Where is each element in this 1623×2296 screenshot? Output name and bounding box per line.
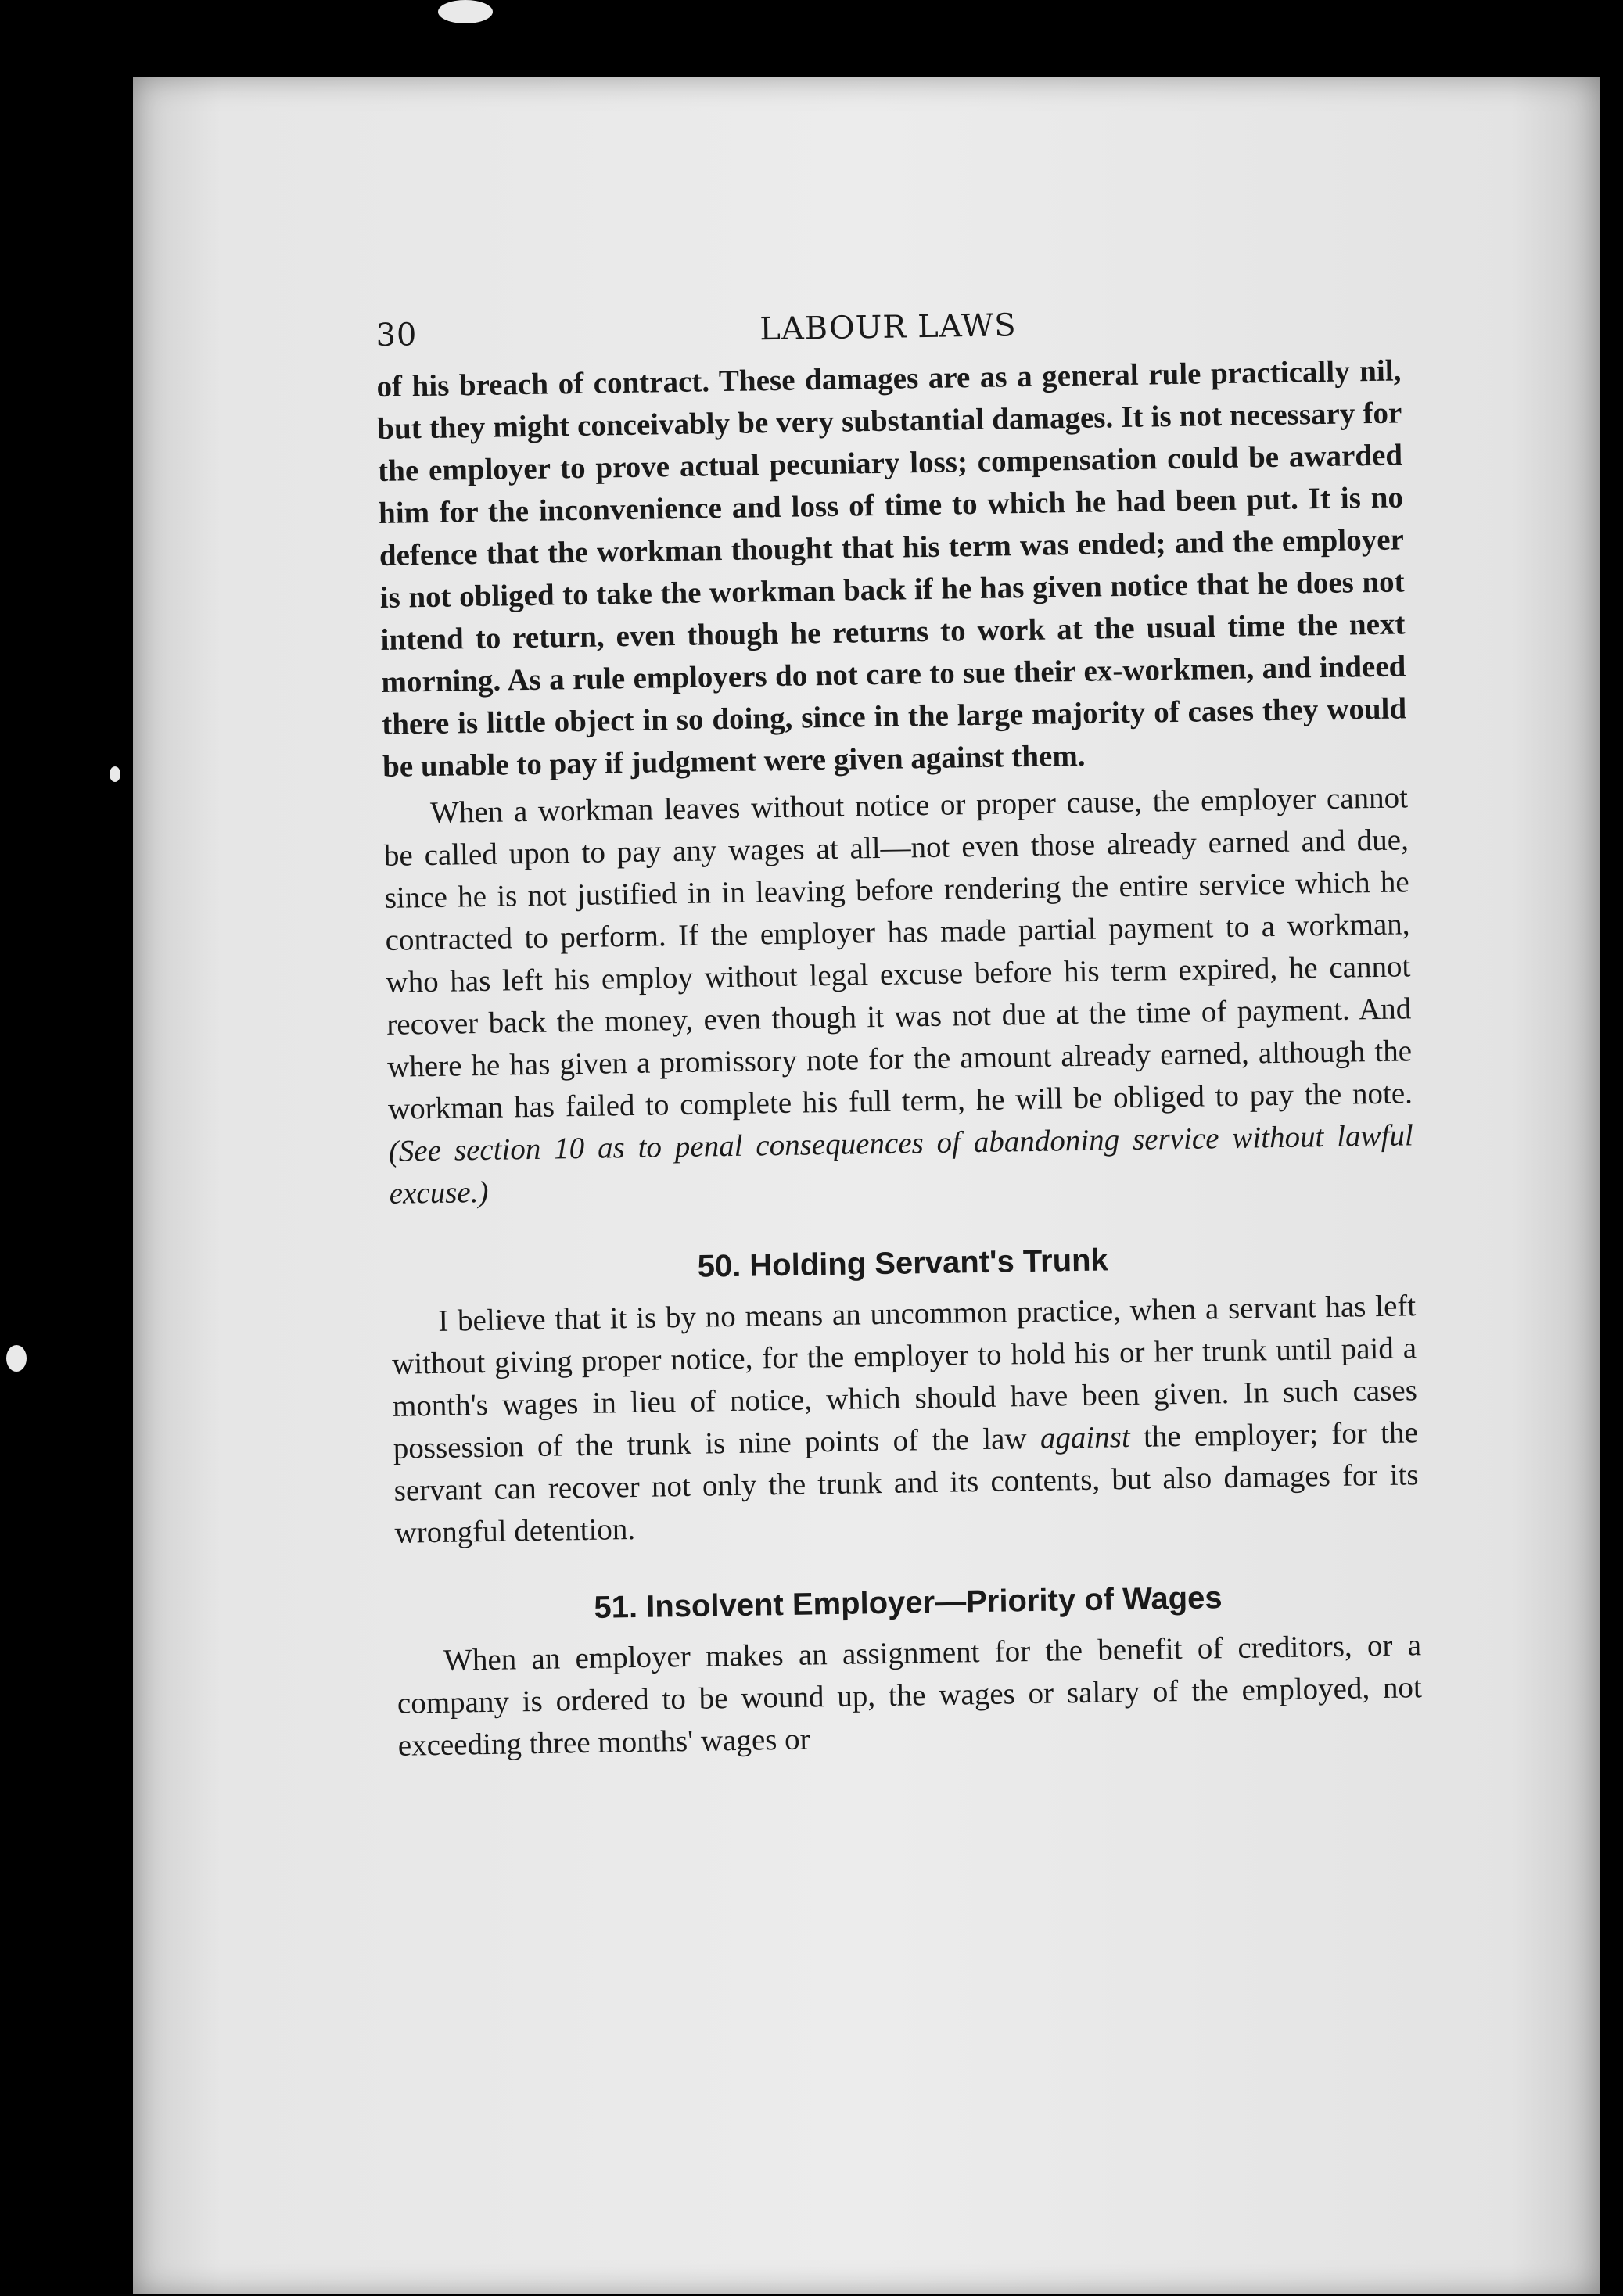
book-page	[133, 77, 1600, 2294]
page-number: 30	[375, 317, 418, 353]
trunk-emphasis: against	[1040, 1420, 1131, 1455]
trunk-text-after: the employer; for the servant can recover not only the trunk and its contents, but also damages for its wrongful detention.	[393, 1415, 1419, 1550]
section-heading-50: 50. Holding Servant's Trunk	[697, 1243, 1109, 1284]
cross-reference-note: (See section 10 as to penal consequences of abandoning service without lawful excuse.)	[388, 1118, 1414, 1211]
edge-speck	[438, 0, 493, 23]
book-title: LABOUR LAWS	[759, 307, 1017, 348]
paragraph-leaving-without-notice	[383, 777, 1414, 1215]
trunk-text-before: I believe that it is by no means an uncommon practice, when a servant has left without giving proper notice, for the employer to hold his or her trunk until paid a month's wages in lieu of notice, which should have been given. In such cases possession of the trunk is nine points of the law	[391, 1289, 1418, 1465]
edge-speck	[110, 766, 120, 782]
paragraph-insolvent-employer: When an employer makes an assignment for the benefit of creditors, or a company is ordered to be wound up, the wages or salary of the employed, not exceeding three months' wages or	[397, 1628, 1423, 1763]
paragraph-damages: of his breach of contract. These damages are as a general rule practically nil, but they might conceivably be very substantial damages. It is not necessary for the employer to prove actual pecuniary loss; compensation could be awarded him for the inconvenience and loss of time to which he had been put. It is no defence that the workman thought that his term was ended; and the employer is not obliged to take the workman back if he has given notice that he does not intend to return, even though he returns to work at the usual time the next morning. As a rule employers do not care to sue their ex-workmen, and indeed there is little object in so doing, since in the large majority of cases they would be unable to pay if judgment were given against them.	[376, 353, 1407, 784]
paragraph-holding-trunk	[391, 1285, 1420, 1555]
section-heading-51: 51. Insolvent Employer—Priority of Wages	[594, 1580, 1223, 1625]
edge-speck	[6, 1345, 27, 1372]
paragraph-leaving-text: When a workman leaves without notice or proper cause, the employer cannot be called upon to pay any wages at all—not even those already earned and due, since he is not justified in in leaving before rendering the entire service which he contracted to perform. If the employer has made partial payment to a workman, who has left his employ without legal excuse before his term expired, he cannot recover back the money, even though it was not due at the time of payment. And where he has given a promissory note for the amount already earned, although the workman has failed to complete his full term, he will be obliged to pay the note.	[383, 780, 1413, 1126]
page-content	[375, 295, 1423, 1767]
